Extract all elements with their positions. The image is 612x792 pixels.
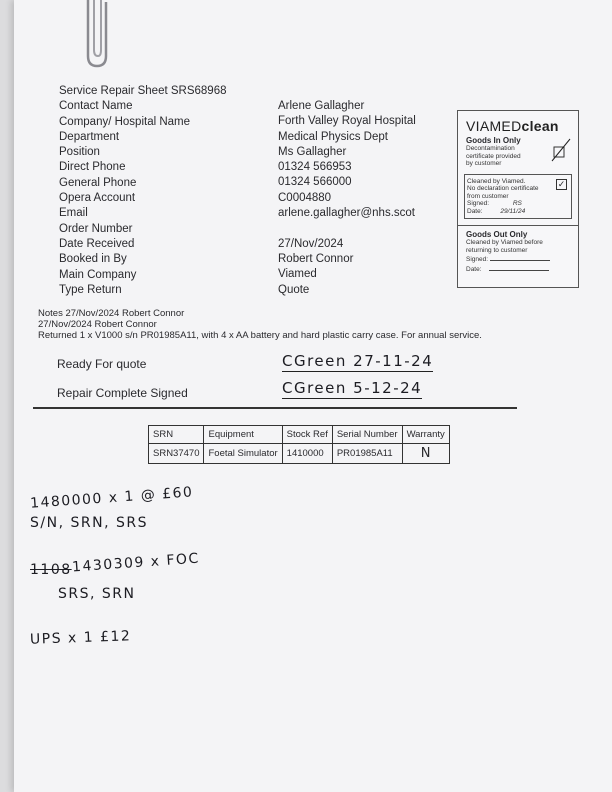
checked-checkbox-icon: ✓ [557, 178, 566, 189]
strike-mark-icon [550, 137, 572, 163]
label-general-phone: General Phone [59, 176, 137, 189]
label-date-received: Date Received [59, 237, 135, 250]
label-direct-phone: Direct Phone [59, 161, 126, 174]
field-values [278, 99, 416, 298]
label-department: Department [59, 130, 120, 143]
value-company: Forth Valley Royal Hospital [278, 115, 416, 128]
cleaned-signed: Signed: RS [467, 200, 522, 207]
equipment-table [148, 425, 450, 464]
goods-out-signed: Signed: [458, 254, 578, 264]
value-direct-phone: 01324 566953 [278, 161, 352, 174]
viamed-clean-logo: VIAMEDclean [466, 118, 559, 134]
handwritten-struck: 1108 [30, 562, 72, 578]
value-department: Medical Physics Dept [278, 130, 388, 143]
table-header-row: SRN Equipment Stock Ref Serial Number Warranty [149, 426, 450, 444]
value-type-return: Quote [278, 283, 310, 296]
goods-out-date: Date: [458, 264, 578, 274]
viamed-clean-box: VIAMEDclean Goods In Only Decontamination certificate provided by customer Cleaned by Viamed. No declaration certificate from customer Signed: RS Date: 29/11/24 ✓ Goods Out Only Cleaned by Viamed before returning to customer Signed: Date: [457, 110, 579, 288]
notes-block: Notes 27/Nov/2024 Robert Connor 27/Nov/2024 Robert Connor Returned 1 x V1000 s/n PR01985A11, with 4 x AA battery and hard plastic carry case. For annual service. [38, 308, 482, 341]
page-title: Service Repair Sheet SRS68968 [59, 85, 227, 97]
label-position: Position [59, 146, 100, 159]
cleaned-by-viamed-section: Cleaned by Viamed. No declaration certificate from customer Signed: RS Date: 29/11/24 ✓ [464, 174, 572, 220]
label-email: Email [59, 207, 88, 220]
value-opera-account: C0004880 [278, 191, 332, 204]
value-date-received: 27/Nov/2024 [278, 237, 344, 250]
label-company: Company/ Hospital Name [59, 115, 191, 128]
label-contact-name: Contact Name [59, 100, 133, 113]
label-type-return: Type Return [59, 283, 122, 296]
handwritten-line-5: UPS x 1 £12 [29, 628, 132, 648]
ready-signature: CGreen 27-11-24 [282, 352, 434, 370]
complete-signature: CGreen 5-12-24 [282, 379, 423, 397]
value-contact-name: Arlene Gallagher [278, 100, 365, 112]
label-main-company: Main Company [59, 268, 137, 281]
label-opera-account: Opera Account [59, 192, 136, 205]
handwritten-line-3: 1430309 x FOC [71, 550, 201, 576]
value-order-number [278, 221, 416, 236]
ready-for-quote-label: Ready For quote [57, 357, 147, 371]
value-general-phone: 01324 566000 [278, 176, 352, 189]
repair-complete-label: Repair Complete Signed [57, 386, 188, 400]
label-booked-in-by: Booked in By [59, 253, 127, 266]
table-row: SRN37470 Foetal Simulator 1410000 PR01985A11 N [149, 444, 450, 464]
label-order-number: Order Number [59, 222, 133, 235]
divider [33, 407, 517, 409]
goods-in-title: Goods In Only [466, 136, 521, 145]
value-main-company: Viamed [278, 268, 317, 281]
goods-out-title: Goods Out Only [466, 230, 528, 239]
field-labels [59, 84, 227, 298]
value-booked-in-by: Robert Connor [278, 252, 354, 265]
paper-clip-icon [78, 0, 114, 70]
value-position: Ms Gallagher [278, 145, 347, 158]
handwritten-line-1: 1480000 x 1 @ £60 [29, 484, 194, 512]
handwritten-line-4: SRS, SRN [58, 586, 136, 602]
cleaned-date: Date: 29/11/24 [467, 207, 526, 215]
goods-in-text: Decontamination [466, 145, 515, 152]
value-email: arlene.gallagher@nhs.scot [278, 207, 415, 220]
handwritten-line-2: S/N, SRN, SRS [30, 515, 148, 531]
